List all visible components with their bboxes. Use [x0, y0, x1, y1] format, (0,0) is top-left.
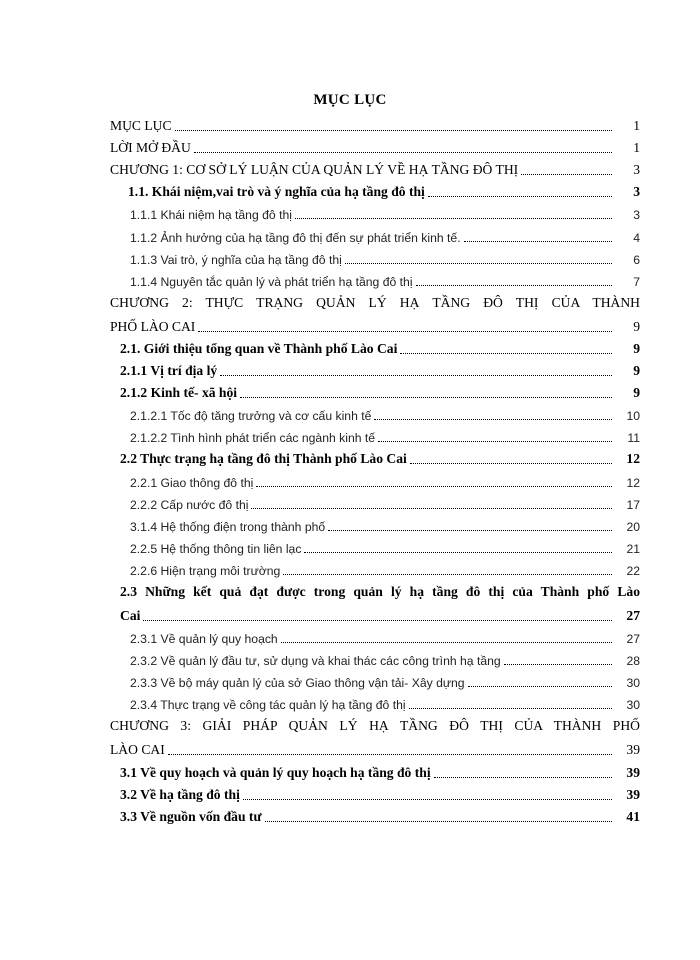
dot-leader	[240, 385, 612, 398]
toc-entry-label: PHỐ LÀO CAI	[110, 318, 196, 334]
toc-entry-2-2-5[interactable]	[110, 534, 640, 556]
toc-entry-3-1-4[interactable]	[110, 512, 640, 534]
dot-leader	[304, 540, 612, 553]
dot-leader	[409, 696, 612, 709]
toc-entry-label: 2.2.5 Hệ thống thông tin liên lạc	[130, 541, 302, 556]
toc-entry-page: 9	[633, 340, 640, 356]
toc-entry-2-2-2[interactable]	[110, 490, 640, 512]
dot-leader	[374, 407, 612, 420]
dot-leader	[194, 140, 612, 153]
toc-entry-page: 22	[626, 563, 640, 578]
toc-entry-3-3[interactable]	[110, 803, 640, 825]
dot-leader	[504, 652, 612, 665]
toc-entry-label: 2.1.1 Vị trí địa lý	[120, 363, 218, 379]
toc-entry-label: LÀO CAI	[110, 742, 165, 758]
dot-leader	[428, 184, 612, 197]
toc-entry-label: 2.1.2.1 Tốc độ tăng trưởng và cơ cấu kinh tế	[130, 409, 372, 424]
toc-entry-2-1-2-2[interactable]	[110, 423, 640, 445]
toc-entry-label: 2.1.2 Kinh tế- xã hội	[120, 385, 238, 401]
toc-entry-label: MỤC LỤC	[110, 118, 172, 134]
toc-entry-2-1[interactable]	[110, 335, 640, 357]
toc-entry-label: 2.1.2.2 Tình hình phát triển các ngành kinh tế	[130, 431, 376, 446]
toc-entry-label: 2.2.2 Cấp nước đô thị	[130, 497, 249, 512]
toc-entry-label: 3.1.4 Hệ thống điện trong thành phố	[130, 519, 326, 534]
toc-entry-chuong-3-line-2[interactable]	[110, 736, 640, 758]
toc-entry-label: 2.2.1 Giao thông đô thị	[130, 475, 254, 490]
toc-entry-label: 2.3.2 Về quản lý đầu tư, sử dụng và khai thác các công trình hạ tầng	[130, 654, 501, 669]
toc-entry-page: 6	[633, 252, 640, 267]
toc-entry-2-3-1[interactable]	[110, 624, 640, 646]
toc-entry-page: 39	[626, 786, 640, 802]
toc-entry-label: 2.3.1 Về quản lý quy hoạch	[130, 632, 278, 647]
toc-entry-page: 3	[633, 184, 640, 200]
toc-entry-2-2[interactable]	[110, 445, 640, 467]
toc-entry-label: 1.1.2 Ảnh hưởng của hạ tầng đô thị đến sự phát triển kinh tế.	[130, 230, 461, 245]
toc-entry-page: 4	[633, 230, 640, 245]
toc-entry-2-3-4[interactable]	[110, 690, 640, 712]
toc-entry-label: 2.3.4 Thực trạng về công tác quản lý hạ tầng đô thị	[130, 698, 406, 713]
toc-entry-page: 9	[633, 363, 640, 379]
toc-entry-page: 9	[633, 318, 640, 334]
toc-entry-label: 3.3 Về nguồn vốn đầu tư	[120, 808, 262, 824]
toc-entry-label: CHƯƠNG 3: GIẢI PHÁP QUẢN LÝ HẠ TẦNG ĐÔ THỊ CỦA THÀNH PHỐ	[110, 718, 640, 734]
dot-leader	[143, 608, 612, 621]
toc-entry-page: 27	[626, 607, 640, 623]
toc-entry-1-1-3[interactable]	[110, 245, 640, 267]
toc-entry-label: 3.1 Về quy hoạch và quản lý quy hoạch hạ tầng đô thị	[120, 764, 431, 780]
toc-entry-2-3-line-2[interactable]	[110, 602, 640, 624]
dot-leader	[295, 206, 612, 219]
dot-leader	[256, 474, 612, 487]
toc-entry-label: 1.1.3 Vai trò, ý nghĩa của hạ tầng đô thị	[130, 252, 342, 267]
toc-entry-label: CHƯƠNG 2: THỰC TRẠNG QUẢN LÝ HẠ TẦNG ĐÔ THỊ CỦA THÀNH	[110, 294, 640, 310]
toc-entry-1-1[interactable]	[110, 178, 640, 200]
toc-entry-2-1-2-1[interactable]	[110, 401, 640, 423]
toc-entry-chuong-1[interactable]	[110, 156, 640, 178]
toc-entry-1-1-1[interactable]	[110, 200, 640, 222]
toc-entry-1-1-2[interactable]	[110, 222, 640, 244]
toc-entry-page: 27	[626, 632, 640, 647]
toc-entry-label: LỜI MỞ ĐẦU	[110, 140, 191, 156]
toc-entry-page: 3	[633, 208, 640, 223]
toc-entry-page: 39	[626, 742, 640, 758]
toc-entry-page: 3	[633, 162, 640, 178]
toc-entry-page: 17	[626, 497, 640, 512]
dot-leader	[416, 273, 612, 286]
dot-leader	[410, 451, 612, 464]
toc-entry-label: 2.1. Giới thiệu tổng quan về Thành phố Lào Cai	[120, 340, 398, 356]
toc-entry-3-2[interactable]	[110, 781, 640, 803]
toc-entry-page: 20	[626, 519, 640, 534]
toc-entry-page: 39	[626, 764, 640, 780]
toc-entry-label: 3.2 Về hạ tầng đô thị	[120, 786, 240, 802]
dot-leader	[281, 630, 612, 643]
toc-entry-2-1-2[interactable]	[110, 379, 640, 401]
dot-leader	[198, 319, 612, 332]
toc-entry-label: 1.1.1 Khái niệm hạ tầng đô thị	[130, 208, 292, 223]
dot-leader	[243, 787, 612, 800]
toc-entry-2-2-6[interactable]	[110, 556, 640, 578]
dot-leader	[220, 363, 612, 376]
toc-entry-1-1-4[interactable]	[110, 267, 640, 289]
toc-entry-label: 2.2 Thực trạng hạ tầng đô thị Thành phố Lào Cai	[120, 451, 407, 467]
toc-entry-3-1[interactable]	[110, 758, 640, 780]
toc-entry-label: 1.1. Khái niệm,vai trò và ý nghĩa của hạ tầng đô thị	[128, 184, 425, 200]
page-title: MỤC LỤC	[313, 92, 387, 108]
toc-entry-page: 11	[627, 431, 640, 446]
toc-entry-page: 10	[626, 409, 640, 424]
toc-entry-page: 12	[626, 451, 640, 467]
toc-entry-2-1-1[interactable]	[110, 357, 640, 379]
toc-entry-muc-luc[interactable]	[110, 112, 640, 134]
toc-entry-page: 7	[633, 274, 640, 289]
toc-entry-page: 30	[626, 698, 640, 713]
toc-entry-2-3-line-1[interactable]	[110, 578, 640, 602]
toc-entry-label: CHƯƠNG 1: CƠ SỞ LÝ LUẬN CỦA QUẢN LÝ VỀ HẠ TẦNG ĐÔ THỊ	[110, 162, 519, 178]
toc-entry-page: 21	[626, 541, 640, 556]
toc-entry-chuong-2-line-2[interactable]	[110, 313, 640, 335]
table-of-contents	[110, 112, 640, 825]
dot-leader	[400, 341, 612, 354]
toc-entry-page: 28	[626, 654, 640, 669]
toc-entry-page: 1	[633, 140, 640, 156]
toc-entry-loi-mo-dau[interactable]	[110, 134, 640, 156]
toc-entry-page: 1	[633, 118, 640, 134]
dot-leader	[328, 518, 612, 531]
toc-entry-label: Cai	[120, 607, 141, 623]
toc-entry-2-3-3[interactable]	[110, 668, 640, 690]
toc-entry-page: 9	[633, 385, 640, 401]
toc-entry-2-3-2[interactable]	[110, 646, 640, 668]
dot-leader	[378, 429, 612, 442]
toc-entry-label: 1.1.4 Nguyên tắc quản lý và phát triển hạ tầng đô thị	[130, 274, 413, 289]
dot-leader	[434, 765, 612, 778]
toc-entry-label: 2.3.3 Về bộ máy quản lý của sở Giao thông vận tải- Xây dựng	[130, 676, 465, 691]
toc-entry-chuong-3-line-1[interactable]	[110, 712, 640, 736]
toc-entry-2-2-1[interactable]	[110, 467, 640, 489]
dot-leader	[464, 229, 612, 242]
dot-leader	[168, 742, 612, 755]
toc-entry-page: 12	[626, 475, 640, 490]
dot-leader	[175, 118, 612, 131]
dot-leader	[468, 674, 612, 687]
toc-entry-page: 30	[626, 676, 640, 691]
toc-entry-label: 2.3 Những kết quả đạt được trong quản lý hạ tầng đô thị của Thành phố Lào	[120, 583, 640, 599]
toc-entry-label: 2.2.6 Hiện trạng môi trường	[130, 563, 281, 578]
dot-leader	[265, 809, 612, 822]
toc-entry-chuong-2-line-1[interactable]	[110, 289, 640, 313]
dot-leader	[521, 162, 612, 175]
dot-leader	[251, 496, 612, 509]
dot-leader	[283, 562, 612, 575]
toc-entry-page: 41	[626, 808, 640, 824]
dot-leader	[345, 251, 612, 264]
